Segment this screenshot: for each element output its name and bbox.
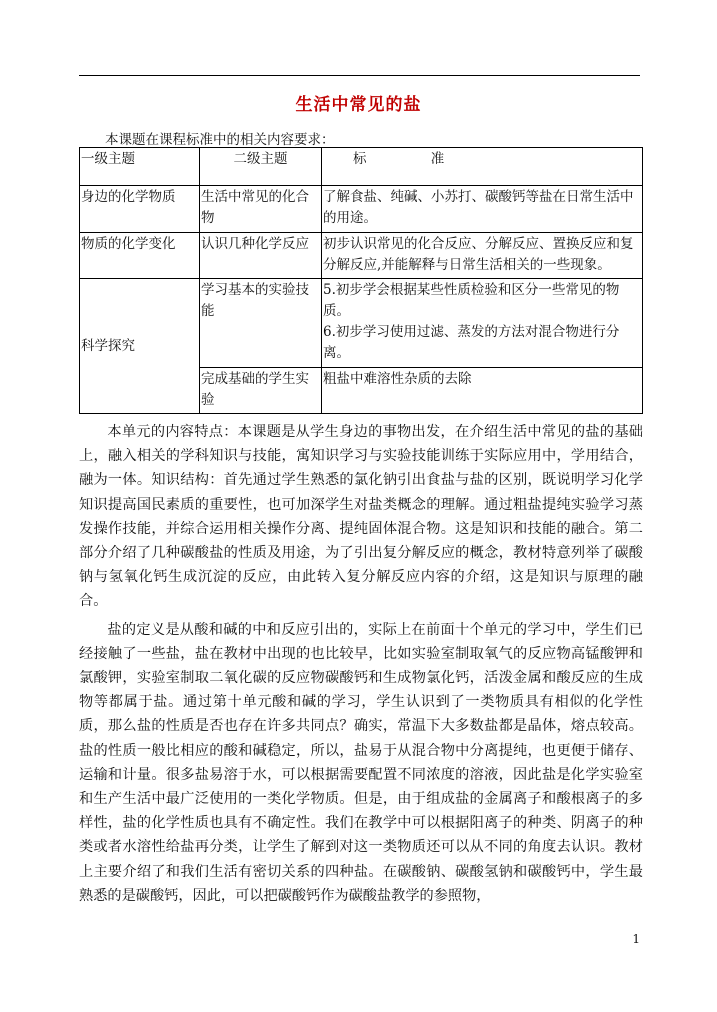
table-cell-standard: 初步认识常见的化合反应、分解反应、置换反应和复分解反应,并能解释与日常生活相关的一些现象。 (322, 233, 643, 279)
table-cell-topic: 身边的化学物质 (80, 186, 200, 233)
table-cell-subtopic: 完成基础的学生实验 (200, 368, 322, 414)
standard-item: 5.初步学会根据某些性质检验和区分一些常见的物质。 (323, 282, 620, 319)
table-cell-subtopic: 认识几种化学反应 (200, 233, 322, 279)
page-number: 1 (632, 932, 640, 946)
table-cell-standard: 了解食盐、纯碱、小苏打、碳酸钙等盐在日常生活中的用途。 (322, 186, 643, 233)
header-rule (79, 75, 640, 76)
paragraph: 本单元的内容特点：本课题是从学生身边的事物出发，在介绍生活中常见的盐的基础上，融入相关的学科知识与技能，寓知识学习与实验技能训练于实际应用中，学用结合，融为一体。知识结构：首先通过学生熟悉的氯化钠引出食盐与盐的区别，既说明学习化学知识提高国民素质的重要性，也可加深学生对盐类概念的理解。通过粗盐提纯实验学习蒸发操作技能，并综合运用相关操作分离、提纯固体混合物。这是知识和技能的融合。第二部分介绍了几种碳酸盐的性质及用途，为了引出复分解反应的概念，教材特意列举了碳酸钠与氢氧化钙生成沉淀的反应，由此转入复分解反应内容的介绍，这是知识与原理的融合。 (79, 424, 643, 610)
table-header-cell: 一级主题 (80, 148, 200, 186)
table-cell-topic: 物质的化学变化 (80, 233, 200, 279)
table-row (80, 233, 643, 279)
table-row (80, 279, 643, 368)
table-cell-standard (322, 279, 643, 368)
body-text (79, 420, 643, 912)
table-cell-topic: 科学探究 (80, 279, 200, 414)
intro-line: 本课题在课程标准中的相关内容要求： (105, 132, 335, 148)
table-header-row (80, 148, 643, 186)
table-cell-subtopic: 学习基本的实验技能 (200, 279, 322, 368)
paragraph: 盐的定义是从酸和碱的中和反应引出的，实际上在前面十个单元的学习中，学生们已经接触了一些盐，盐在教材中出现的也比较早，比如实验室制取氧气的反应物高锰酸钾和氯酸钾，实验室制取二氧化碳的反应物碳酸钙和生成物氯化钙，活泼金属和酸反应的生成物等都属于盐。通过第十单元酸和碱的学习，学生认识到了一类物质具有相似的化学性质，那么盐的性质是否也存在许多共同点？确实，常温下大多数盐都是晶体，熔点较高。盐的性质一般比相应的酸和碱稳定，所以，盐易于从混合物中分离提纯，也更便于储存、运输和计量。很多盐易溶于水，可以根据需要配置不同浓度的溶液，因此盐是化学实验室和生产生活中最广泛使用的一类化学物质。但是，由于组成盐的金属离子和酸根离子的多样性，盐的化学性质也具有不确定性。我们在教学中可以根据阳离子的种类、阴离子的种类或者水溶性给盐再分类，让学生了解到对这一类物质还可以从不同的角度去认识。教材上主要介绍了和我们生活有密切关系的四种盐。在碳酸钠、碳酸氢钠和碳酸钙中，学生最熟悉的是碳酸钙，因此，可以把碳酸钙作为碳酸盐教学的参照物， (79, 621, 643, 904)
standard-item: 6.初步学习使用过滤、蒸发的方法对混合物进行分离。 (323, 324, 620, 361)
table-cell-subtopic: 生活中常见的化合物 (200, 186, 322, 233)
table-row (80, 186, 643, 233)
table-cell-standard: 粗盐中难溶性杂质的去除 (322, 368, 643, 414)
curriculum-standards-table (79, 147, 643, 414)
document-title: 生活中常见的盐 (295, 95, 422, 115)
table-header-cell: 标 准 (322, 148, 643, 186)
table-header-cell: 二级主题 (200, 148, 322, 186)
